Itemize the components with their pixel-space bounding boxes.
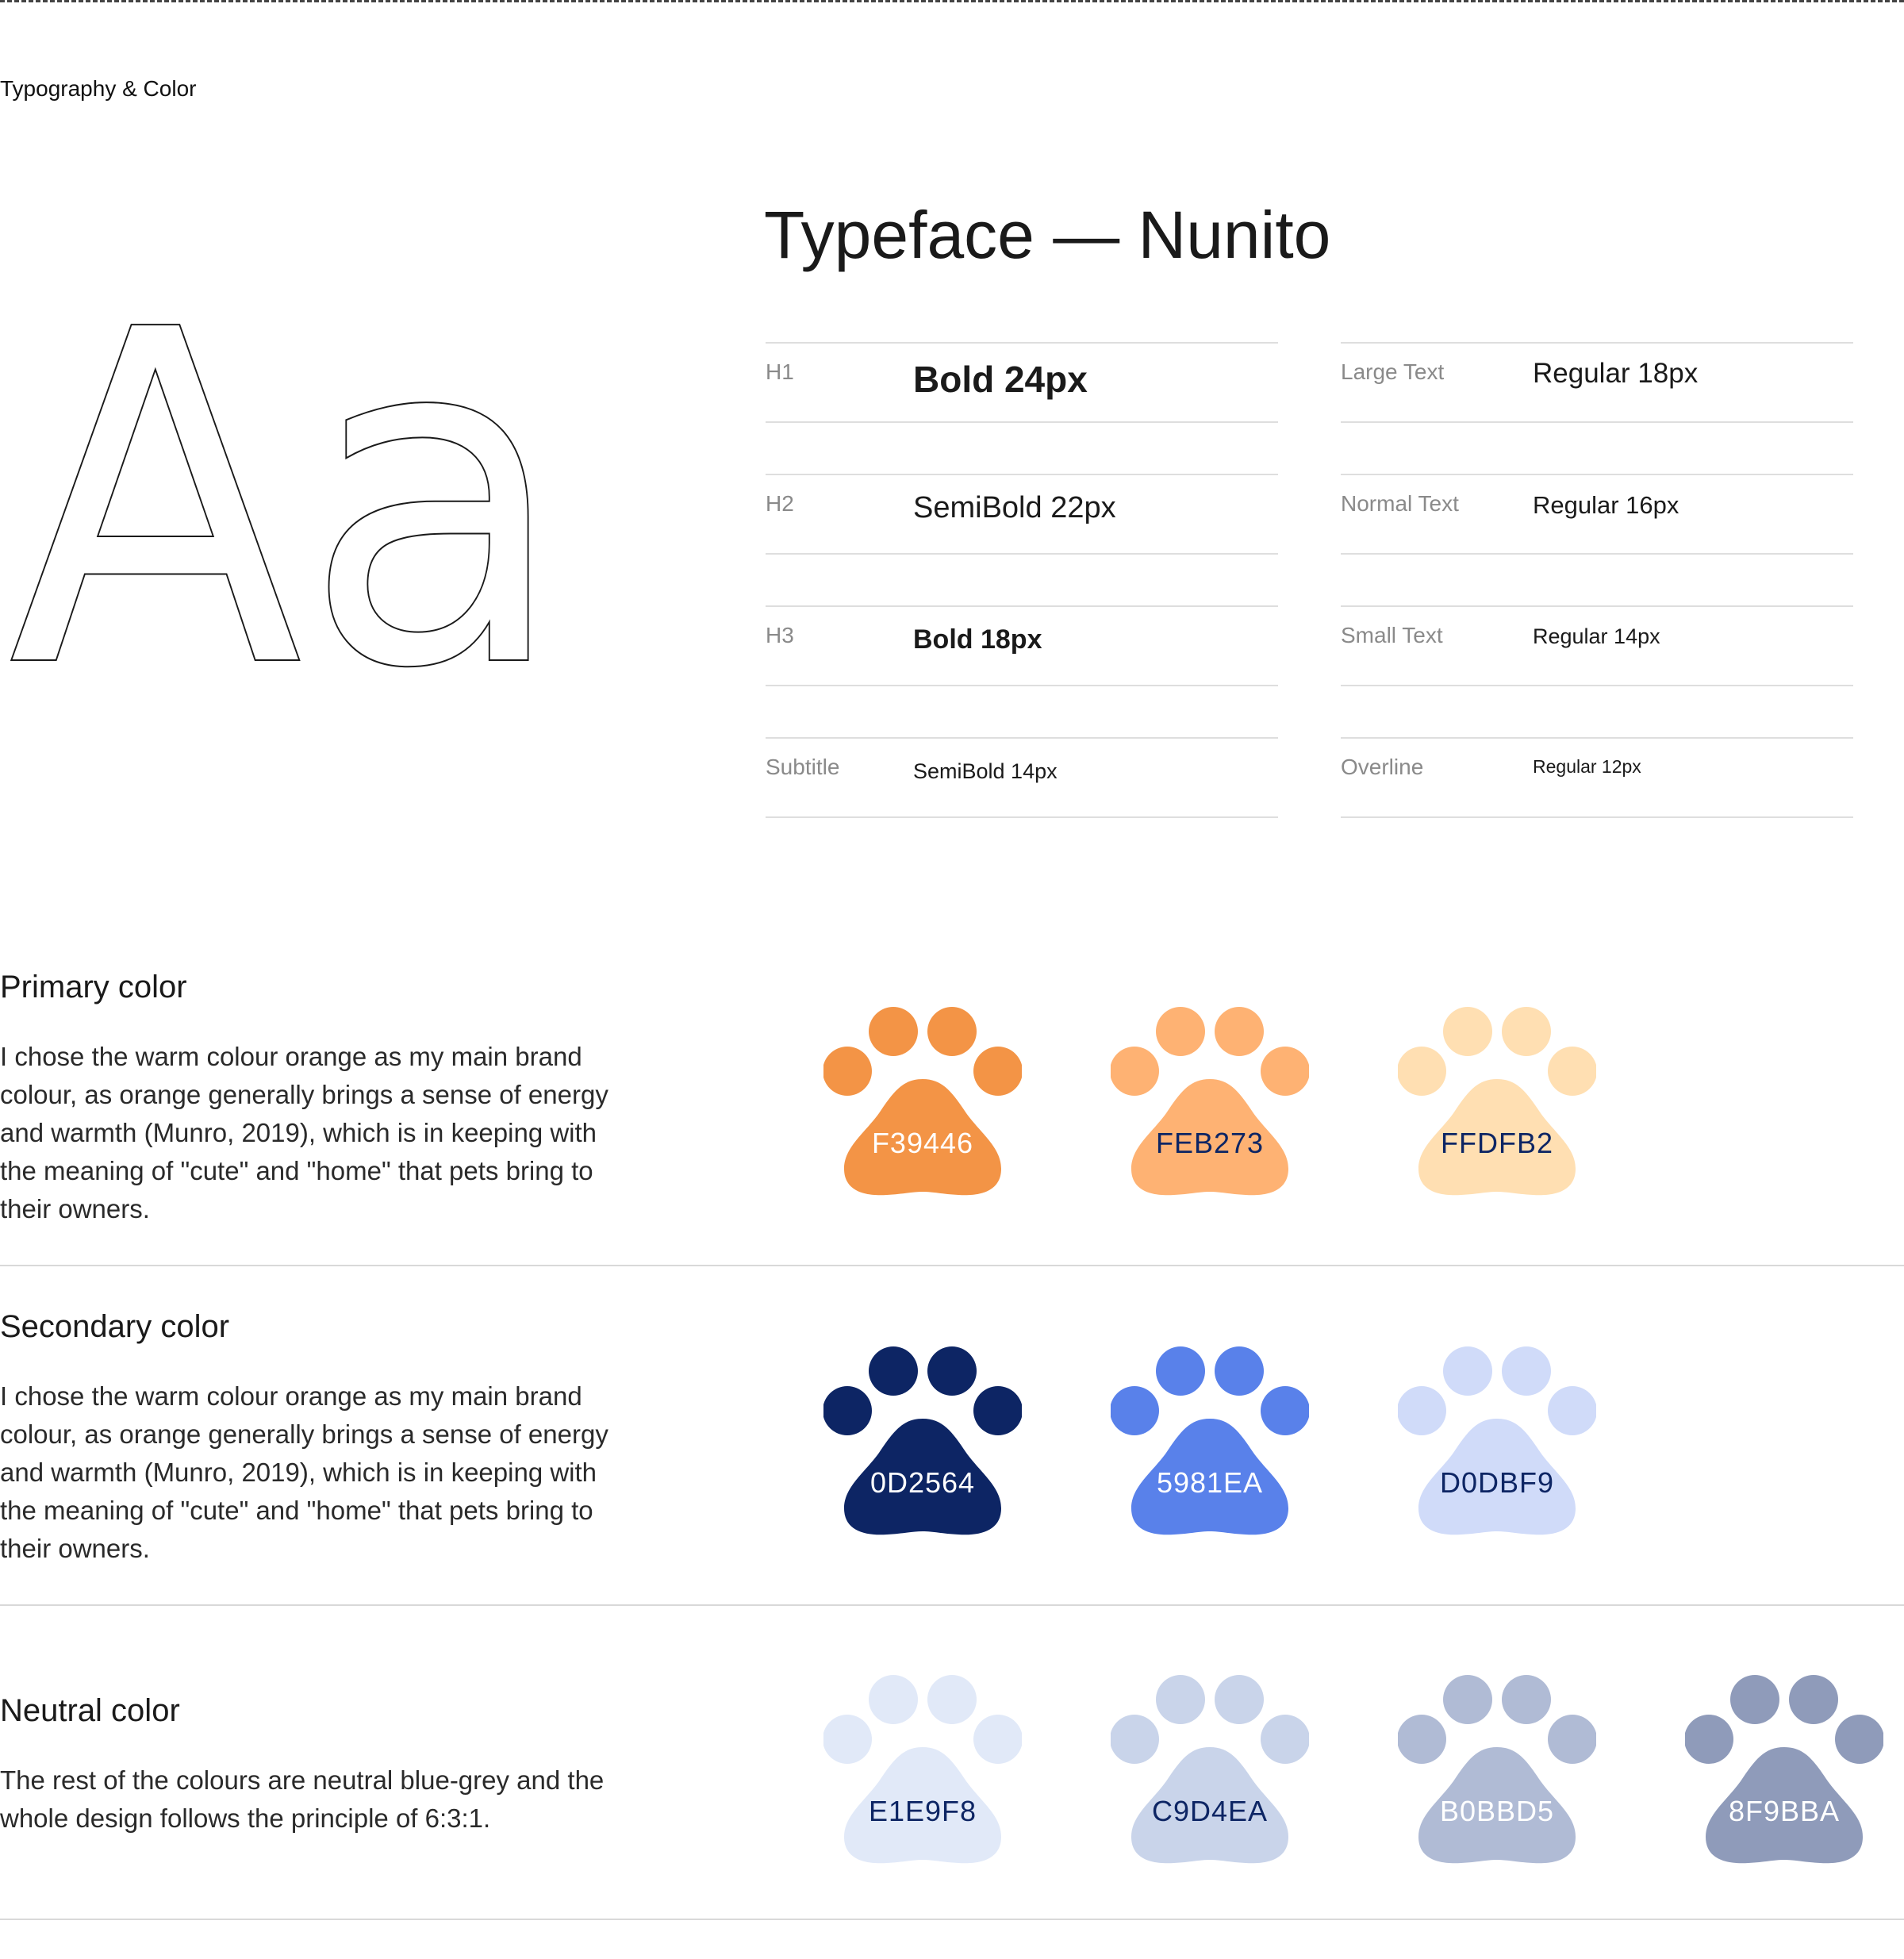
spec-label: H3 bbox=[766, 623, 794, 647]
swatch-hex-code: 5981EA bbox=[1156, 1466, 1264, 1499]
spec-row-h1 bbox=[766, 342, 1278, 423]
paw-icon bbox=[1685, 1674, 1883, 1873]
primary-color-title: Primary color bbox=[0, 970, 187, 1004]
swatch-hex-code: FFDFB2 bbox=[1440, 1127, 1553, 1159]
paw-swatch-d0dbf9 bbox=[1398, 1346, 1596, 1544]
secondary-color-description: I chose the warm colour orange as my main brand colour, as orange generally brings a sense of energy and warmth (Munro, 2019), which is in keeping with the meaning of "cute" and "home" that pets bring to their owners. bbox=[0, 1381, 608, 1563]
paw-icon bbox=[1111, 1346, 1309, 1544]
spec-row-small-text bbox=[1341, 605, 1853, 686]
paw-swatch-feb273 bbox=[1111, 1006, 1309, 1204]
spec-value: SemiBold 14px bbox=[913, 759, 1058, 783]
spec-value: Bold 24px bbox=[913, 359, 1088, 400]
paw-icon bbox=[1111, 1674, 1309, 1873]
spec-column-headings bbox=[766, 342, 1278, 869]
spec-row-h3 bbox=[766, 605, 1278, 686]
paw-swatch-0d2564 bbox=[823, 1346, 1022, 1544]
paw-swatch-ffdfb2 bbox=[1398, 1006, 1596, 1204]
neutral-color-title: Neutral color bbox=[0, 1693, 180, 1728]
paw-icon bbox=[823, 1346, 1022, 1544]
paw-icon bbox=[823, 1006, 1022, 1204]
spec-row-large-text bbox=[1341, 342, 1853, 423]
spec-row-normal-text bbox=[1341, 474, 1853, 555]
paw-swatch-8f9bba bbox=[1685, 1674, 1883, 1873]
swatch-hex-code: 0D2564 bbox=[869, 1466, 976, 1499]
paw-swatch-b0bbd5 bbox=[1398, 1674, 1596, 1873]
swatch-hex-code: C9D4EA bbox=[1151, 1795, 1269, 1827]
swatch-hex-code: F39446 bbox=[871, 1127, 974, 1159]
spec-value: Regular 12px bbox=[1533, 756, 1641, 777]
top-dashed-border bbox=[0, 0, 1904, 2]
spec-label: Normal Text bbox=[1341, 491, 1459, 516]
paw-swatch-f39446 bbox=[823, 1006, 1022, 1204]
spec-label: Subtitle bbox=[766, 755, 840, 779]
spec-label: Overline bbox=[1341, 755, 1424, 779]
spec-value: Regular 18px bbox=[1533, 358, 1699, 389]
paw-icon bbox=[1398, 1346, 1596, 1544]
spec-row-h2 bbox=[766, 474, 1278, 555]
paw-icon bbox=[1398, 1006, 1596, 1204]
spec-value: SemiBold 22px bbox=[913, 491, 1116, 524]
spec-row-subtitle bbox=[766, 737, 1278, 818]
aa-glyph-specimen bbox=[8, 313, 579, 670]
spec-row-overline bbox=[1341, 737, 1853, 818]
aa-glyph-text: Aa bbox=[8, 313, 567, 670]
paw-swatch-c9d4ea bbox=[1111, 1674, 1309, 1873]
swatch-hex-code: 8F9BBA bbox=[1728, 1795, 1841, 1827]
secondary-color-title: Secondary color bbox=[0, 1309, 230, 1344]
spec-value: Regular 14px bbox=[1533, 624, 1660, 648]
swatch-hex-code: D0DBF9 bbox=[1439, 1466, 1555, 1499]
paw-swatch-e1e9f8 bbox=[823, 1674, 1022, 1873]
swatch-hex-code: FEB273 bbox=[1155, 1127, 1265, 1159]
paw-icon bbox=[1111, 1006, 1309, 1204]
swatch-hex-code: E1E9F8 bbox=[868, 1795, 977, 1827]
typeface-title: Typeface — Nunito bbox=[764, 198, 1331, 272]
paw-icon bbox=[1398, 1674, 1596, 1873]
spec-value: Regular 16px bbox=[1533, 491, 1679, 519]
page-label: Typography & Color bbox=[0, 76, 197, 101]
spec-column-body bbox=[1341, 342, 1853, 869]
spec-label: H2 bbox=[766, 491, 794, 516]
spec-label: Small Text bbox=[1341, 623, 1443, 647]
spec-value: Bold 18px bbox=[913, 624, 1042, 655]
section-divider bbox=[0, 1604, 1904, 1606]
section-divider bbox=[0, 1265, 1904, 1266]
swatch-hex-code: B0BBD5 bbox=[1439, 1795, 1555, 1827]
spec-label: Large Text bbox=[1341, 359, 1445, 384]
neutral-color-description: The rest of the colours are neutral blue-grey and the whole design follows the principle of 6:3:1. bbox=[0, 1765, 605, 1833]
paw-icon bbox=[823, 1674, 1022, 1873]
paw-swatch-5981ea bbox=[1111, 1346, 1309, 1544]
primary-color-description: I chose the warm colour orange as my main brand colour, as orange generally brings a sense of energy and warmth (Munro, 2019), which is in keeping with the meaning of "cute" and "home" that pets bring to their owners. bbox=[0, 1042, 608, 1223]
section-divider bbox=[0, 1919, 1904, 1920]
spec-label: H1 bbox=[766, 359, 794, 384]
